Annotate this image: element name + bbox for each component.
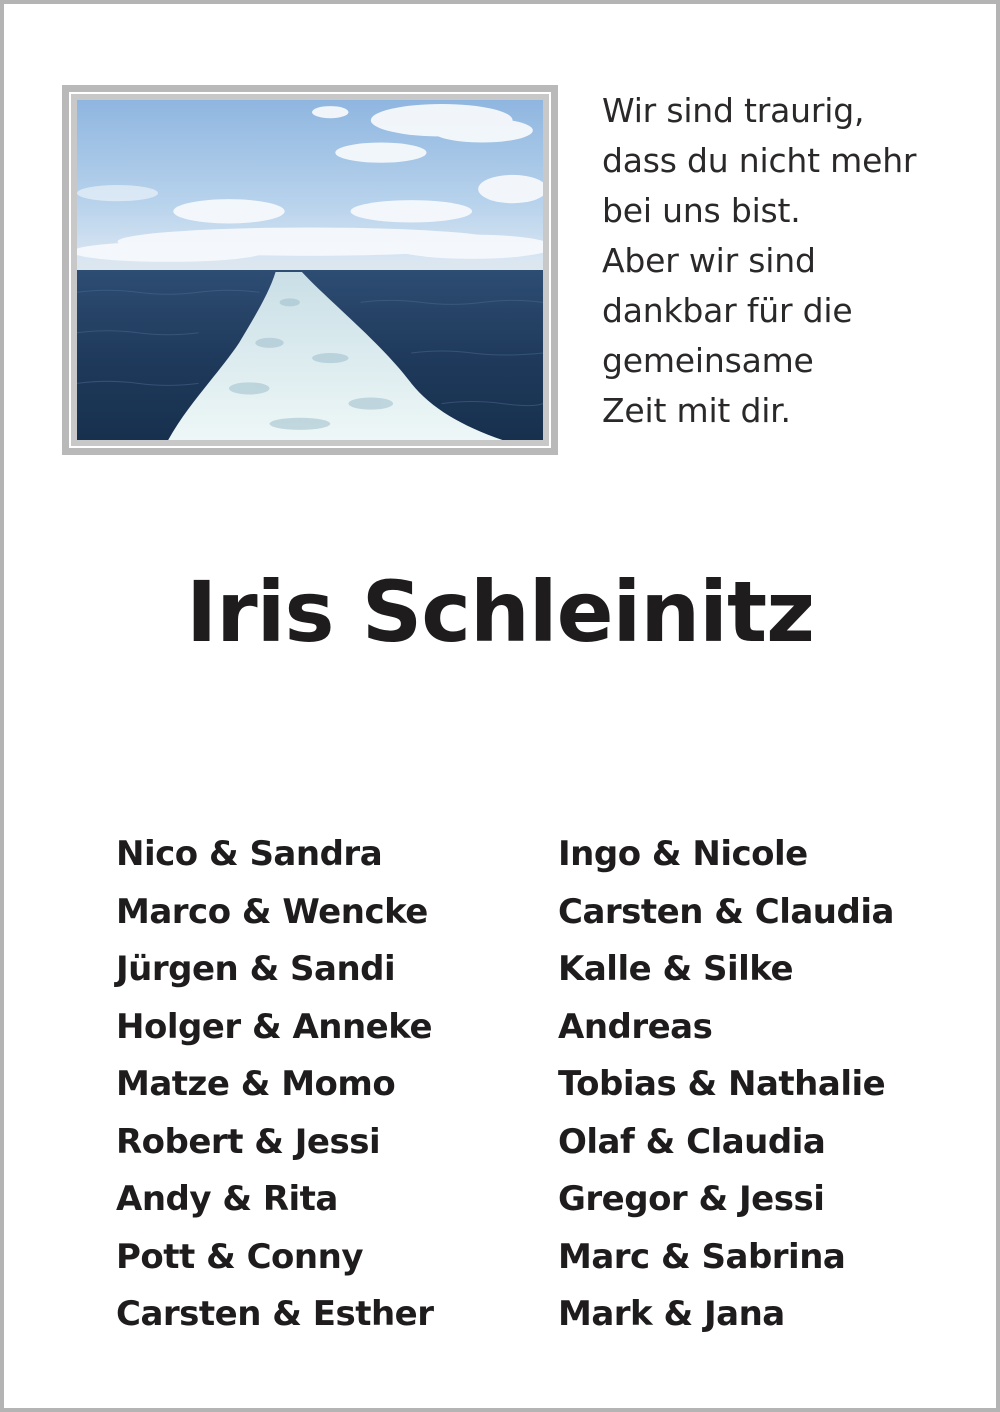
mourner-entry: Pott & Conny	[116, 1236, 363, 1277]
mourner-entry: Ingo & Nicole	[558, 834, 808, 874]
deceased-name: Iris Schleinitz	[185, 563, 814, 661]
verse-line: Aber wir sind	[602, 241, 816, 280]
verse-line: bei uns bist.	[602, 191, 801, 230]
mourner-entry: Carsten & Esther	[116, 1294, 434, 1334]
mourner-entry: Jürgen & Sandi	[116, 949, 396, 989]
mourner-entry: Holger & Anneke	[116, 1006, 432, 1047]
photo-frame	[62, 85, 558, 455]
mourner-entry: Nico & Sandra	[116, 834, 383, 874]
verse-line: Zeit mit dir.	[602, 391, 791, 430]
mourner-entry: Mark & Jana	[558, 1294, 785, 1334]
memorial-verse	[602, 86, 982, 436]
mourner-entry: Andreas	[558, 1006, 713, 1047]
mourner-entry: Matze & Momo	[116, 1064, 396, 1104]
mourner-entry: Carsten & Claudia	[558, 891, 894, 932]
verse-line: Wir sind traurig,	[602, 91, 865, 130]
mourner-entry: Kalle & Silke	[558, 949, 794, 989]
verse-line: dankbar für die	[602, 291, 853, 330]
mourner-entry: Marco & Wencke	[116, 891, 428, 932]
mourner-entry: Olaf & Claudia	[558, 1121, 826, 1162]
mourners-list-right	[558, 826, 894, 1344]
mourner-entry: Gregor & Jessi	[558, 1179, 825, 1219]
mourners-list-left	[116, 826, 434, 1344]
mourner-entry: Marc & Sabrina	[558, 1236, 846, 1277]
mourner-entry: Robert & Jessi	[116, 1121, 381, 1162]
verse-line: dass du nicht mehr	[602, 141, 917, 180]
mourner-entry: Andy & Rita	[116, 1179, 338, 1219]
mourner-entry: Tobias & Nathalie	[558, 1064, 886, 1104]
verse-line: gemeinsame	[602, 341, 814, 380]
sea-wake-photo	[77, 100, 543, 440]
